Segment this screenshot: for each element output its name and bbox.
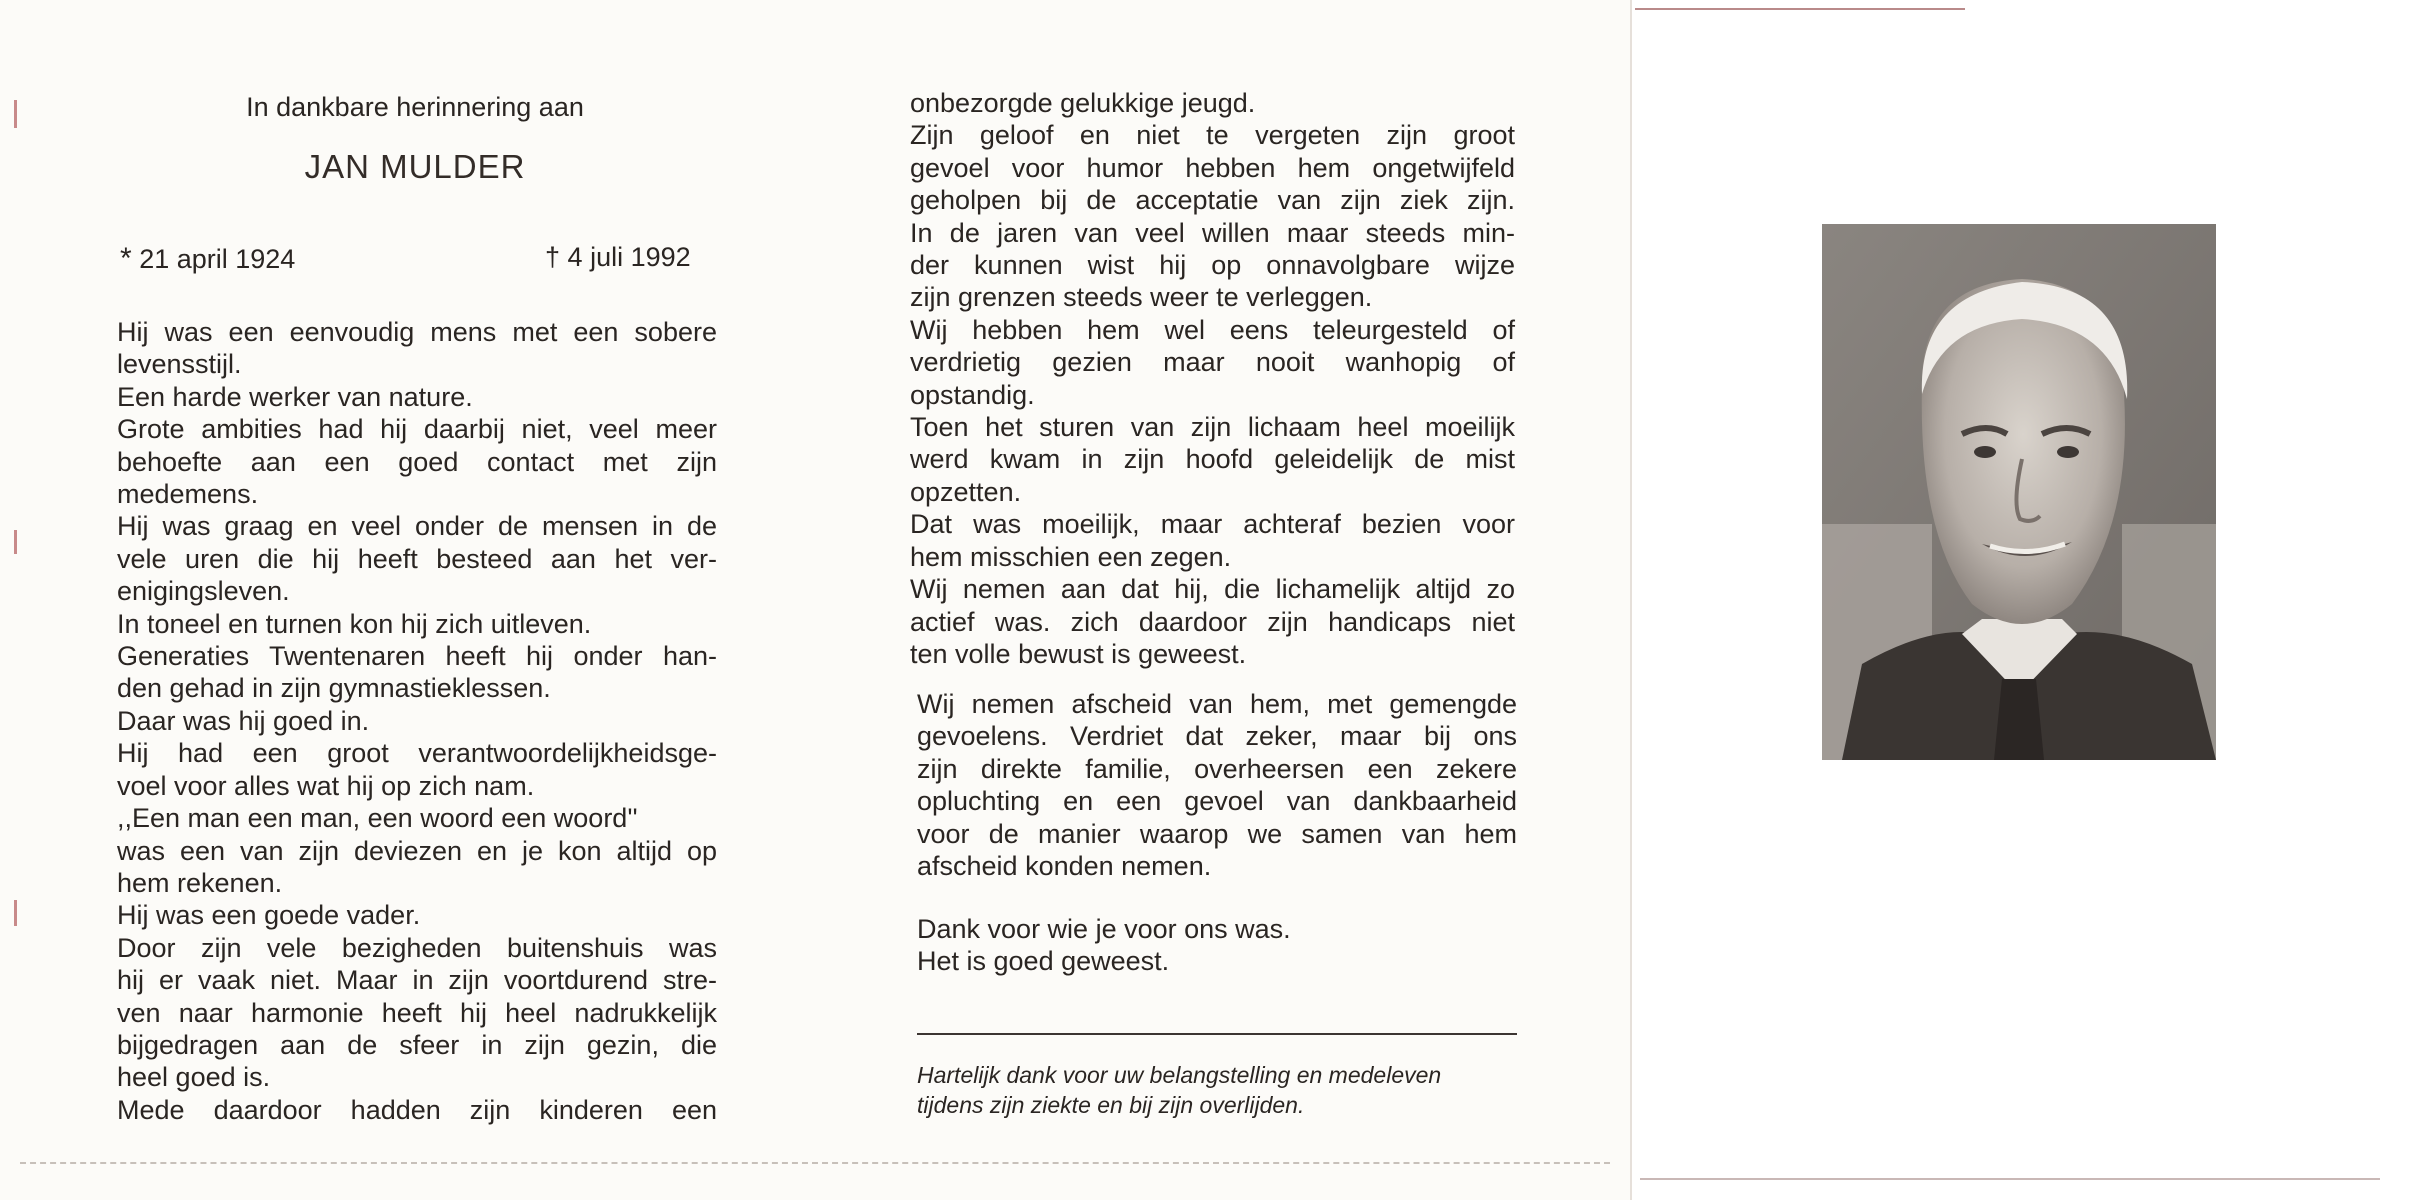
text-line: zijn direkte familie, overheersen een zekere <box>917 753 1517 784</box>
text-line: opzetten. <box>910 476 1022 507</box>
text-line: behoefte aan een goed contact met zijn <box>117 446 717 477</box>
portrait-illustration <box>1822 224 2216 760</box>
text-line: gevoel voor humor hebben hem ongetwijfeld <box>910 152 1515 183</box>
text-line: voel voor alles wat hij op zich nam. <box>117 770 535 801</box>
edge-mark <box>14 100 17 128</box>
text-line: In toneel en turnen kon hij zich uitleven. <box>117 608 592 639</box>
text-line: In de jaren van veel willen maar steeds min- <box>910 217 1515 248</box>
text-line: Hartelijk dank voor uw belangstelling en medeleven <box>917 1062 1442 1088</box>
text-line: Door zijn vele bezigheden buitenshuis was <box>117 932 717 963</box>
death-date: 4 juli 1992 <box>567 242 691 272</box>
edge-mark <box>14 900 17 926</box>
text-line: hij er vaak niet. Maar in zijn voortdurend stre- <box>117 965 717 996</box>
text-line: Hij was graag en veel onder de mensen in de <box>117 511 717 542</box>
text-line: zijn grenzen steeds weer te verleggen. <box>910 282 1373 313</box>
text-line: was een van zijn deviezen en je kon altijd op <box>117 835 717 866</box>
divider-rule <box>917 1033 1517 1035</box>
middle-text-column <box>910 87 1515 670</box>
bottom-scan-edge <box>20 1162 1610 1164</box>
text-line: Hij was een goede vader. <box>117 900 421 931</box>
birth-symbol: * <box>120 242 132 275</box>
text-line: hem rekenen. <box>117 867 283 898</box>
text-line: ,,Een man een man, een woord een woord'' <box>117 803 638 834</box>
text-line: actief was. zich daardoor zijn handicaps niet <box>910 606 1515 637</box>
text-line: ven naar harmonie heeft hij heel nadrukkelijk <box>117 997 717 1028</box>
text-line: heel goed is. <box>117 1062 271 1093</box>
text-line: voor de manier waarop we samen van hem <box>917 818 1517 849</box>
text-line: Hij had een groot verantwoordelijkheidsge- <box>117 738 717 769</box>
text-line: Wij nemen afscheid van hem, met gemengde <box>917 689 1517 719</box>
text-line: der kunnen wist hij op onnavolgbare wijze <box>910 250 1515 281</box>
death-date-line <box>545 242 691 273</box>
text-line: Wij hebben hem wel eens teleurgesteld of <box>910 314 1515 345</box>
text-line: Een harde werker van nature. <box>117 381 473 412</box>
text-line: Het is goed geweest. <box>917 946 1170 977</box>
closing-lines <box>917 913 1517 978</box>
text-line: ten volle bewust is geweest. <box>910 638 1247 669</box>
thank-you-note <box>917 1060 1522 1120</box>
birth-date: 21 april 1924 <box>139 244 296 274</box>
text-line: verdrietig gezien maar nooit wanhopig of <box>910 347 1515 378</box>
text-line: bijgedragen aan de sfeer in zijn gezin, die <box>117 1029 717 1060</box>
text-line: opluchting en een gevoel van dankbaarheid <box>917 786 1517 817</box>
text-line: tijdens zijn ziekte en bij zijn overlijden. <box>917 1092 1305 1118</box>
text-line: afscheid konden nemen. <box>917 851 1212 882</box>
text-line: geholpen bij de acceptatie van zijn ziek zijn. <box>910 185 1515 216</box>
text-line: Mede daardoor hadden zijn kinderen een <box>117 1094 717 1125</box>
text-line: werd kwam in zijn hoofd geleidelijk de mist <box>910 444 1515 475</box>
text-line: Hij was een eenvoudig mens met een sobere <box>117 317 717 347</box>
text-line: vele uren die hij heeft besteed aan het ver- <box>117 543 717 574</box>
birth-date-line <box>120 242 295 276</box>
text-line: hem misschien een zegen. <box>910 541 1232 572</box>
text-line: Daar was hij goed in. <box>117 705 370 736</box>
text-line: medemens. <box>117 479 259 510</box>
text-line: opstandig. <box>910 379 1035 410</box>
bottom-edge-line <box>1640 1178 2380 1180</box>
portrait-photo <box>1822 224 2216 760</box>
farewell-paragraph <box>917 688 1517 882</box>
intro-text: In dankbare herinnering aan <box>246 92 584 122</box>
text-line: den gehad in zijn gymnastieklessen. <box>117 673 551 704</box>
text-line: onbezorgde gelukkige jeugd. <box>910 88 1256 118</box>
text-line: levensstijl. <box>117 349 242 380</box>
text-line: gevoelens. Verdriet dat zeker, maar bij ons <box>917 721 1517 752</box>
deceased-name: JAN MULDER <box>304 148 526 185</box>
top-edge-line <box>1635 8 1965 10</box>
left-text-column <box>117 316 717 1126</box>
text-line: Toen het sturen van zijn lichaam heel moeilijk <box>910 412 1515 443</box>
text-line: Zijn geloof en niet te vergeten zijn groot <box>910 120 1515 151</box>
text-line: Grote ambities had hij daarbij niet, veel meer <box>117 414 717 445</box>
death-symbol: † <box>545 242 561 272</box>
text-line: Generaties Twentenaren heeft hij onder han- <box>117 641 717 672</box>
text-line: Wij nemen aan dat hij, die lichamelijk altijd zo <box>910 574 1515 605</box>
text-line: Dat was moeilijk, maar achteraf bezien voor <box>910 509 1515 540</box>
text-line: enigingsleven. <box>117 576 290 607</box>
edge-mark <box>14 530 17 554</box>
text-line: Dank voor wie je voor ons was. <box>917 914 1291 944</box>
